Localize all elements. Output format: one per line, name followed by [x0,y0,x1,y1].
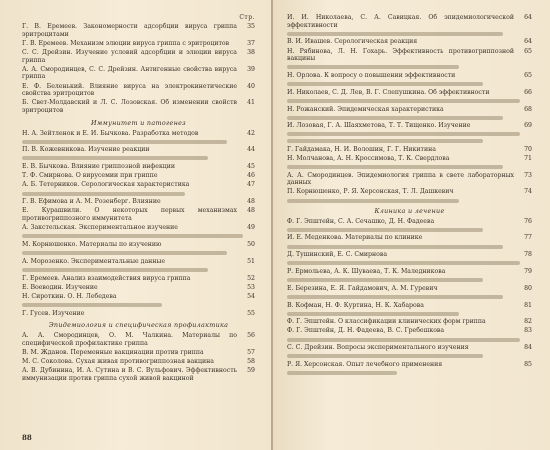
toc-entry: А. Морозенко. Экспериментальные данные 51 [22,257,255,265]
toc-group-top [22,23,255,115]
toc-entry: А. В. Дубинина, И. А. Сутина и В. С. Вульфович. Эффективность иммунизации против гриппа сухой живой вакциной 59 [22,367,255,383]
text-line [287,199,459,203]
text-line [287,312,459,316]
toc-entry: М. С. Соколова. Сухая живая противогриппозная вакцина 58 [22,358,255,366]
text-line [287,354,483,358]
text-line [22,192,185,196]
toc-entry: Н. Рожанский. Эпидемическая характеристика 68 [287,105,532,113]
section-heading-immunity: Иммунитет и патогенез [91,118,186,127]
right-page [273,0,550,450]
section-heading-epidemiology: Эпидемиология и специфическая профилактика [48,321,229,330]
text-line [22,251,227,255]
toc-entry: Е. В. Бычкова. Влияние гриппозной инфекции 45 [22,163,255,171]
text-line [287,228,483,232]
toc-entry: Ф. Г. Эпштейн, Д. Н. Фадеева, В. С. Гребешкова 83 [287,327,532,335]
text-line [287,139,483,143]
toc-entry: Н. Молчанова, А. Н. Кроссимова, Т. К. Свердлова 71 [287,154,532,162]
toc-entry: И. Е. Меденкова. Материалы по клинике 77 [287,234,532,242]
text-line [287,132,520,136]
text-line [287,32,503,36]
text-line [22,268,208,272]
toc-entry: Р. Ермольева, А. К. Шуваева, Т. К. Маледникова 79 [287,267,532,275]
text-line [287,295,503,299]
toc-entry: А. А. Смородинцев. Эпидемиология гриппа в свете лабораторных данных 73 [287,171,532,187]
toc-group-immunity [22,130,255,318]
toc-entry: А. А. Смородинцев, С. С. Дрейзин. Антигенные свойства вируса гриппа 39 [22,65,255,81]
toc-entry: Г. В. Ефимова и А. М. Розенберг. Влияние 48 [22,198,255,206]
toc-entry: Т. Ф. Смирнова. О вирусемии при гриппе 46 [22,172,255,180]
toc-entry: Н. Орлова. К вопросу о повышении эффективности 65 [287,71,532,79]
toc-group-right-top [287,14,532,203]
toc-entry: Г. В. Еремеев. Закономерности адсорбции вируса гриппа эритроцитами 35 [22,23,255,38]
toc-entry: Е. Ф. Беленький. Влияние вируса на электрокинетические свойства эритроцитов 40 [22,82,255,98]
toc-entry: Г. Гусев. Изучение 55 [22,309,255,317]
text-line [287,278,483,282]
text-line [287,65,459,69]
toc-entry: П. Корнюшенко, Р. Я. Херсонская, Т. Л. Дашкевич 74 [287,188,532,196]
text-line [22,156,208,160]
toc-entry: В. М. Жданов. Переменные вакцинации против гриппа 57 [22,349,255,357]
toc-entry: Н. Сироткин. О. Н. Лебедева 54 [22,292,255,300]
toc-entry: Д. Тушинский, Е. С. Смирнова 78 [287,251,532,259]
text-line [287,338,520,342]
toc-entry: Г. Гайдамака, Н. И. Волошин, Г. Г. Никитина 70 [287,145,532,153]
toc-entry: П. В. Кожевникова. Изучение реакции 44 [22,146,255,154]
toc-entry: И. Николаев, С. Д. Лев, В. Г. Слепушкина. Об эффективности 66 [287,88,532,96]
toc-entry: Ф. Г. Эпштейн. О классификации клинических форм гриппа 82 [287,318,532,326]
left-page [0,0,273,450]
toc-entry: А. Закстельская. Экспериментальное изучение 49 [22,224,255,232]
text-line [22,140,227,144]
toc-entry: А. Б. Тетерников. Серологическая характеристика 47 [22,181,255,189]
toc-entry: Н. А. Зейтленок и Е. И. Бычкова. Разработка методов 42 [22,129,255,137]
toc-entry: Г. Еремеев. Анализ взаимодействия вируса гриппа 52 [22,274,255,282]
toc-entry: Е. Воеводин. Изучение 53 [22,283,255,291]
toc-entry: М. Корнюшенко. Материалы по изучению 50 [22,240,255,248]
text-line [22,234,243,238]
toc-entry: Г. В. Еремеев. Механизм элюции вируса гриппа с эритроцитов 37 [22,39,255,47]
toc-group-clinic [287,218,532,376]
toc-entry: С. С. Дрейзин. Изучение условий адсорбции и элюции вируса гриппа 38 [22,48,255,64]
text-line [287,245,503,249]
toc-entry: А. А. Смородинцев, О. М. Чалкина. Материалы по специфической профилактике гриппа 56 [22,332,255,347]
toc-entry: И. И. Николаева, С. А. Савицкая. Об эпидемиологической эффективности 64 [287,14,532,29]
toc-entry: Е. Курашвили. О некоторых первых механизмах противогриппозного иммунитета 48 [22,207,255,222]
text-line [287,261,520,265]
page-number: 88 [22,433,32,442]
toc-entry: Е. Березина, Е. Я. Гайдамович, А. М. Гуревич 80 [287,284,532,292]
text-line [287,165,503,169]
toc-entry: И. Лозовая, Г. А. Шаяхметова, Т. Т. Тищенко. Изучение 69 [287,122,532,130]
toc-entry: Б. Свет-Молдавский и Л. С. Лозовская. Об изменении свойств эритроцитов 41 [22,99,255,114]
text-line [287,116,503,120]
page-column-header: Стр. [239,14,255,21]
toc-entry: В. Кофман, Н. Ф. Куртина, Н. К. Хабарова 81 [287,301,532,309]
text-line [287,82,483,86]
toc-entry: Ф. Г. Эпштейн, С. А. Сечашко, Д. Н. Фадеева 76 [287,217,532,225]
toc-entry: С. С. Дрейзин. Вопросы экспериментального изучения 84 [287,344,532,352]
text-line [287,371,397,375]
section-heading-clinic: Клиника и лечение [374,206,445,215]
toc-group-epidemiology [22,332,255,382]
toc-entry: Н. Рябинова, Л. Н. Гохарь. Эффективность противогриппозной вакцины 65 [287,47,532,63]
text-line [22,303,162,307]
text-line [287,99,520,103]
toc-entry: В. И. Ивашев. Серологическая реакция 64 [287,38,532,46]
toc-entry: Р. Я. Херсонская. Опыт лечебного применения 85 [287,361,532,369]
